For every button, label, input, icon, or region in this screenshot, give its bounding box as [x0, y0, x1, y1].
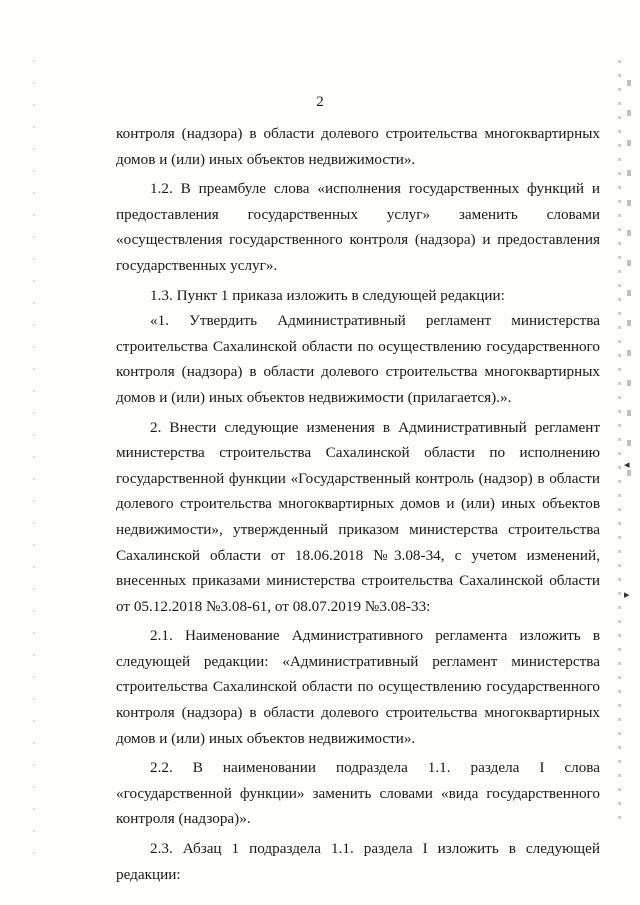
- paragraph-2-3: 2.3. Абзац 1 подраздела 1.1. раздела I изложить в следующей редакции:: [116, 840, 600, 883]
- paragraph-1-2: 1.2. В преамбуле слова «исполнения государственных функций и предоставления государственных услуг» заменить словами «осуществления государственного контроля (надзора) и предоставления государственных услуг».: [116, 180, 600, 274]
- document-body: [116, 121, 600, 887]
- paragraph-continuation: контроля (надзора) в области долевого строительства многоквартирных домов и (или) иных объектов недвижимости».: [116, 125, 600, 168]
- page-number: 2: [316, 94, 324, 110]
- paragraph-2-2: 2.2. В наименовании подраздела 1.1. раздела I слова «государственной функции» заменить словами «вида государственного контроля (надзора)».: [116, 759, 600, 828]
- scan-edge-right: [618, 60, 621, 820]
- paragraph-2: 2. Внести следующие изменения в Административный регламент министерства строительства Сахалинской области по исполнению государственной функции «Государственный контроль (надзор) в области долевого строительства многоквартирных домов и (или) иных объектов недвижимости», утвержденный приказом министерства строительства Сахалинской области от 18.06.2018 №3.08-34, с учетом изменений, внесенных приказами министерства строительства Сахалинской области от 05.12.2018 №3.08-61, от 08.07.2019 №3.08-33:: [116, 418, 600, 615]
- paragraph-quote-1: «1. Утвердить Административный регламент министерства строительства Сахалинской области по осуществлению государственного контроля (надзора) в области долевого строительства многоквартирных домов и (или) иных объектов недвижимости (прилагается).».: [116, 312, 600, 406]
- scan-mark: ▸: [624, 589, 630, 601]
- scan-mark: ◂: [624, 459, 630, 471]
- paragraph-2-1: 2.1. Наименование Административного регламента изложить в следующей редакции: «Административный регламент министерства строительства Сахалинской области по осуществлению государственного контроля (надзора) в области долевого строительства многоквартирных домов и (или) иных объектов недвижимости».: [116, 627, 600, 747]
- paragraph-1-3: 1.3. Пункт 1 приказа изложить в следующей редакции:: [150, 286, 505, 304]
- scan-edge-right-dark: [627, 80, 631, 480]
- scan-edge-left: [33, 60, 35, 860]
